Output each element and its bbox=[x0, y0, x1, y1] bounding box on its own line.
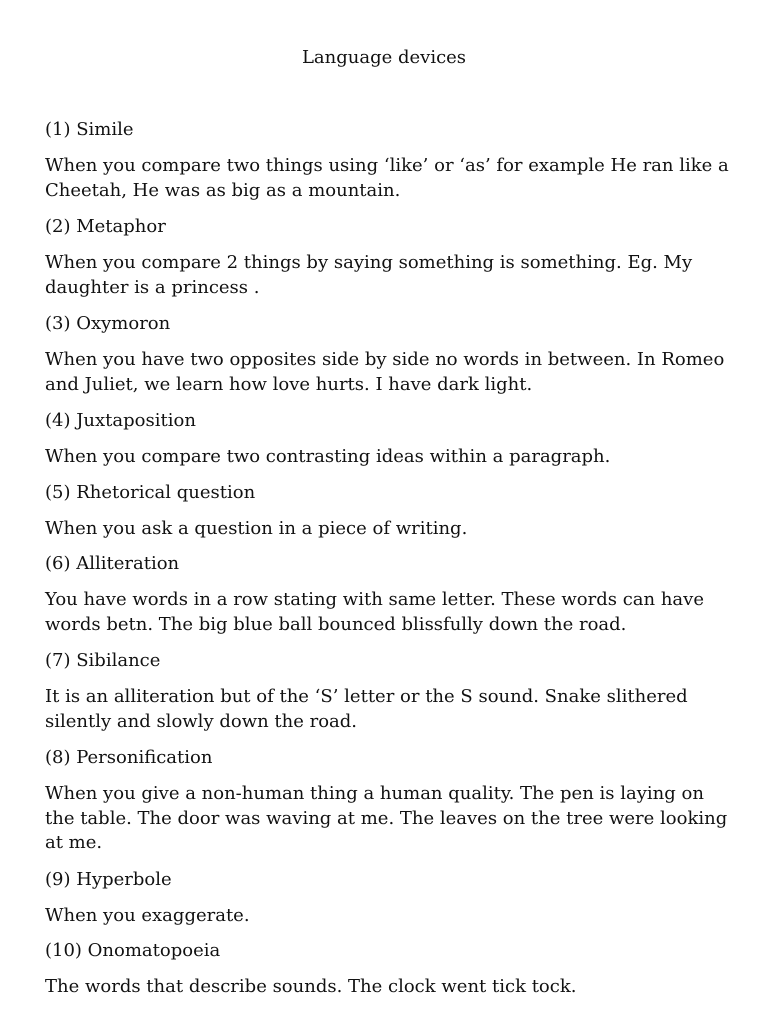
item-description: You have words in a row stating with same letter. These words can have words betn. The big blue ball bounced blissfully down the road. bbox=[45, 589, 704, 635]
item-heading: (1) Simile bbox=[45, 119, 134, 140]
list-item-sibilance bbox=[45, 649, 735, 734]
list-item-hyperbole bbox=[45, 868, 735, 929]
item-heading: (6) Alliteration bbox=[45, 553, 180, 574]
item-description: It is an alliteration but of the ‘S’ letter or the S sound. Snake slithered silently and slowly down the road. bbox=[45, 686, 688, 732]
item-heading: (7) Sibilance bbox=[45, 650, 161, 671]
item-description: The words that describe sounds. The clock went tick tock. bbox=[45, 976, 577, 997]
list-item-simile bbox=[45, 118, 735, 203]
item-description: When you exaggerate. bbox=[45, 904, 250, 926]
page-title: Language devices bbox=[301, 47, 467, 68]
item-heading: (9) Hyperbole bbox=[45, 868, 172, 890]
devices-list bbox=[45, 118, 735, 1011]
list-item-oxymoron bbox=[45, 312, 735, 397]
item-description: When you compare two contrasting ideas within a paragraph. bbox=[45, 446, 611, 467]
item-heading: (8) Personification bbox=[45, 747, 213, 768]
list-item-alliteration bbox=[45, 552, 735, 637]
list-item-juxtaposition bbox=[45, 409, 735, 470]
item-description: When you ask a question in a piece of writing. bbox=[45, 517, 468, 539]
item-heading: (10) Onomatopoeia bbox=[45, 940, 221, 961]
item-description: When you compare two things using ‘like’ or ‘as’ for example He ran like a Cheetah, He was as big as a mountain. bbox=[45, 155, 729, 201]
list-item-personification bbox=[45, 746, 735, 856]
item-heading: (2) Metaphor bbox=[45, 216, 166, 237]
list-item-onomatopoeia bbox=[45, 939, 735, 1000]
item-description: When you give a non-human thing a human quality. The pen is laying on the table. The door was waving at me. The leaves on the tree were looking at me. bbox=[45, 783, 728, 853]
list-item-metaphor bbox=[45, 215, 735, 300]
item-description: When you have two opposites side by side no words in between. In Romeo and Juliet, we learn how love hurts. I have dark light. bbox=[45, 349, 725, 395]
item-heading: (4) Juxtaposition bbox=[45, 410, 196, 431]
item-heading: (5) Rhetorical question bbox=[45, 481, 256, 503]
item-description: When you compare 2 things by saying something is something. Eg. My daughter is a princess . bbox=[45, 252, 693, 298]
item-heading: (3) Oxymoron bbox=[45, 313, 171, 334]
list-item-rhetorical-question bbox=[45, 481, 735, 542]
